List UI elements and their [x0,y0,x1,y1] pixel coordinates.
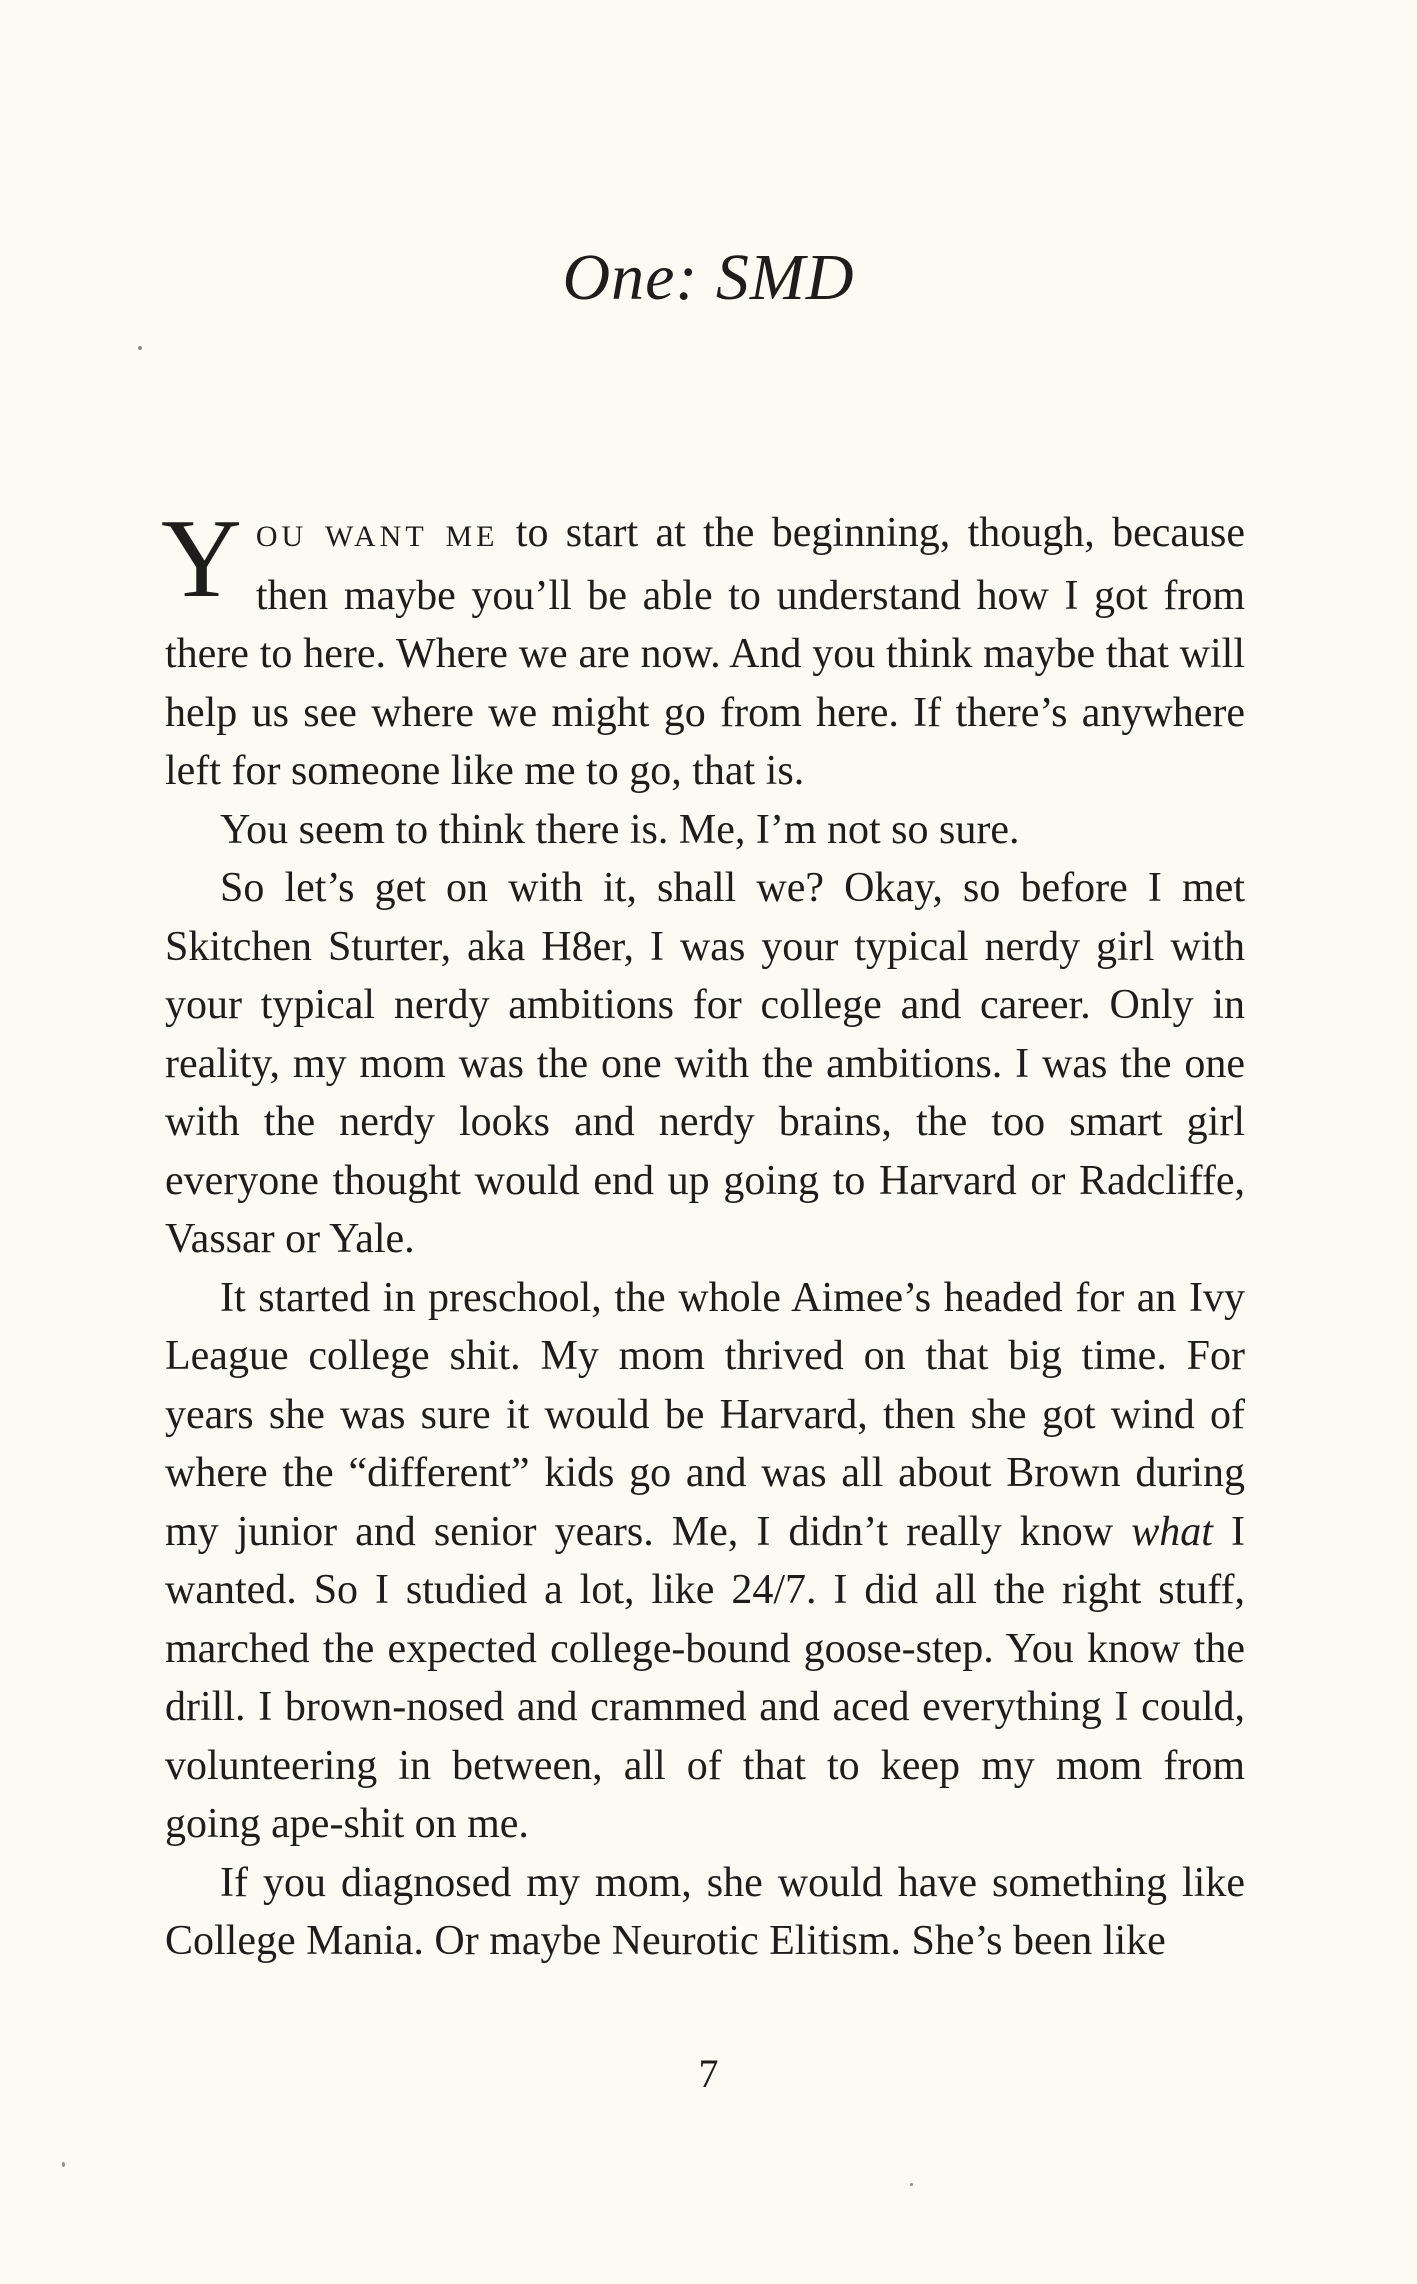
paragraph-3: So let’s get on with it, shall we? Okay, so before I met Skitchen Sturter, aka H8er, I was your typical nerdy girl with your typical nerdy ambitions for college and career. Only in reality, my mom was the one with the ambitions. I was the one with the nerdy looks and nerdy brains, the too smart girl everyone thought would end up going to Harvard or Radcliffe, Vassar or Yale. [165,865,1245,1262]
emphasis-what: what [1131,1508,1213,1555]
opening-small-caps: OU WANT ME [255,520,499,553]
paragraph-4-text-b: I wanted. So I studied a lot, like 24/7. I did all the right stuff, marched the expected college-bound goose-step. You know the drill. I brown-nosed and crammed and aced everything I could, volunteering in between, all of that to keep my mom from going ape-shit on me. [165,1508,1245,1847]
paragraph-2: You seem to think there is. Me, I’m not so sure. [220,806,1020,853]
paragraph-5: If you diagnosed my mom, she would have something like College Mania. Or maybe Neurotic Elitism. She’s been like [165,1859,1245,1964]
page-number: 7 [698,2051,719,2096]
scan-speck [138,346,142,350]
opening-paragraph [161,497,1245,801]
scan-speck [910,2183,913,2186]
paragraph-4 [165,1269,1245,1854]
opening-text: to start at the beginning, though, because then maybe you’ll be able to understand how I got from there to here. Where we are now. And you think maybe that will help us see where we might go from here. If there’s anywhere left for someone like me to go, that is. [165,510,1245,794]
body-text [161,497,1245,1971]
scan-speck [62,2162,65,2167]
drop-cap: Y [161,497,242,621]
chapter-title: One: SMD [562,241,855,314]
paragraph-4-text-a: It started in preschool, the whole Aimee’s headed for an Ivy League college shit. My mom thrived on that big time. For years she was sure it would be Harvard, then she got wind of where the “different” kids go and was all about Brown during my junior and senior years. Me, I didn’t really know [165,1274,1245,1555]
